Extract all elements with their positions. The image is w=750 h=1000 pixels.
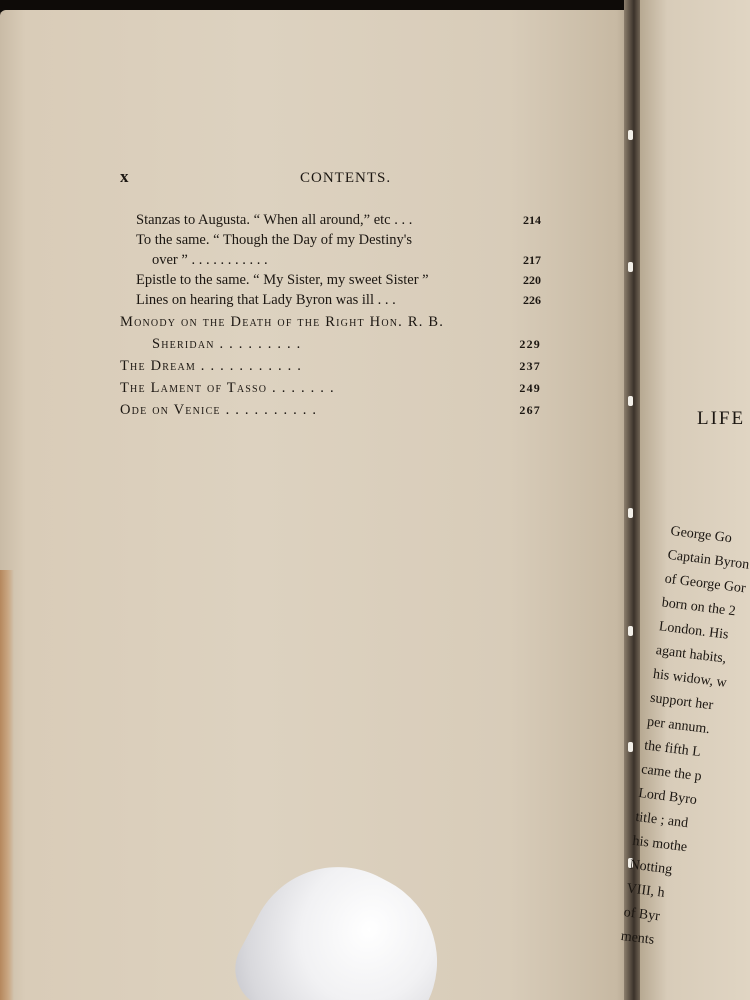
toc-entry (120, 312, 545, 332)
toc-entry-title: The Lament of Tasso . . . . . . . (120, 380, 335, 396)
text-line: came the p (640, 762, 703, 785)
toc-entry-page: 220 (523, 273, 541, 287)
toc-entry-page: 217 (523, 253, 541, 267)
toc-entry-title: Epistle to the same. “ My Sister, my sweet Sister ” (136, 272, 429, 288)
right-page-heading: LIFE (697, 408, 746, 429)
toc-entry-title: Lines on hearing that Lady Byron was ill . . . (136, 292, 396, 308)
text-line: Captain Byron (666, 547, 750, 573)
text-line: George Go (669, 523, 733, 547)
text-line: of Byr (622, 905, 661, 925)
text-line: title ; and (634, 809, 689, 832)
toc-entry (120, 378, 545, 398)
text-line: agant habits, (655, 643, 728, 667)
page-edge-stain (0, 570, 14, 1000)
text-line: born on the 2 (660, 595, 737, 620)
toc-entry-title: Stanzas to Augusta. “ When all around,” etc . . . (136, 212, 413, 228)
toc-entry-page: 267 (519, 403, 541, 417)
text-line: of George Gor (663, 571, 747, 597)
text-line: ments (619, 928, 655, 948)
text-line: per annum. (646, 714, 711, 738)
toc-entry (120, 400, 545, 420)
binding-stitch (628, 626, 633, 636)
text-line: London. His (657, 619, 730, 643)
text-line: VIII, h (625, 881, 666, 901)
toc-entry-title: over ” . . . . . . . . . . . (152, 252, 268, 268)
toc-entry (120, 250, 545, 270)
contents-list (120, 210, 545, 420)
left-book-page (0, 10, 636, 1000)
toc-entry-title: The Dream . . . . . . . . . . . (120, 358, 303, 374)
binding-stitch (628, 508, 633, 518)
toc-entry (120, 210, 545, 230)
text-line: Lord Byro (637, 786, 698, 809)
text-line: the fifth L (643, 738, 702, 761)
toc-entry (120, 334, 545, 354)
toc-entry-page: 249 (519, 381, 541, 395)
toc-entry (120, 356, 545, 376)
toc-entry-page: 237 (519, 359, 541, 373)
toc-entry-title: Monody on the Death of the Right Hon. R. B. (120, 314, 445, 330)
binding-stitch (628, 262, 633, 272)
binding-stitch (628, 396, 633, 406)
page-number: x (120, 167, 129, 186)
binding-stitch (628, 130, 633, 140)
text-line: support her (649, 690, 714, 714)
text-line: his widow, w (652, 666, 728, 691)
toc-entry (120, 270, 545, 290)
running-head: CONTENTS. (300, 170, 392, 186)
toc-entry-title: Sheridan . . . . . . . . . (152, 336, 302, 352)
toc-entry-title: Ode on Venice . . . . . . . . . . (120, 402, 318, 418)
toc-entry-page: 226 (523, 293, 541, 307)
toc-entry (120, 230, 545, 250)
binding-stitch (628, 742, 633, 752)
toc-entry-title: To the same. “ Though the Day of my Destiny's (136, 232, 412, 248)
text-line: his mothe (631, 833, 688, 856)
toc-entry (120, 290, 545, 310)
toc-entry-page: 214 (523, 213, 541, 227)
toc-entry-page: 229 (519, 337, 541, 351)
text-line: Notting (628, 857, 674, 878)
